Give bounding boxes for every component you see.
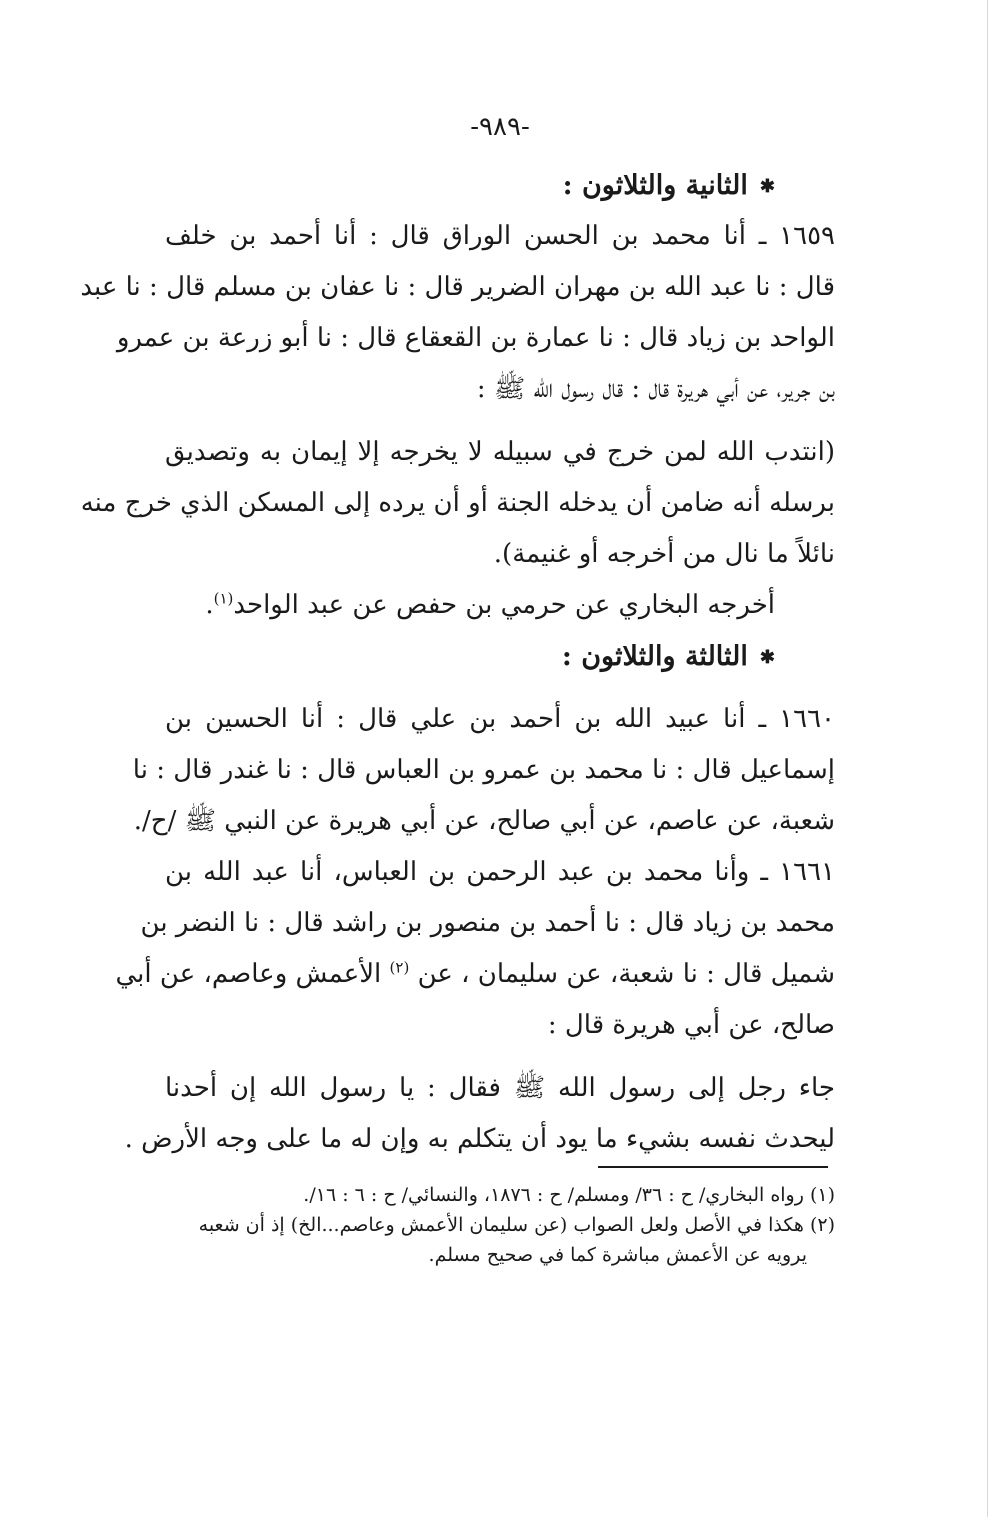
section-heading-33 <box>165 631 835 682</box>
footnote-2-line-2: يرويه عن الأعمش مباشرة كما في صحيح مسلم. <box>428 1244 807 1266</box>
matn-1661-line-2: ليحدث نفسه بشيء ما يود أن يتكلم به وإن له ما على وجه الأرض . <box>124 1124 835 1154</box>
scan-edge-line <box>987 0 988 1517</box>
footnote-ref-2: (٢) <box>389 958 410 977</box>
isnad-1659-line-3: الواحد بن زياد قال : نا عمارة بن القعقاع قال : نا أبو زرعة بن عمرو <box>116 323 835 353</box>
matn-1661-line-1: جاء رجل إلى رسول الله ﷺ فقال : يا رسول الله إن أحدنا <box>165 1073 835 1103</box>
asterisk-icon: ✱ <box>759 647 775 668</box>
isnad-1661-line-3-a: شميل قال : نا شعبة، عن سليمان ، عن <box>417 959 835 989</box>
section-heading-32-text: الثانية والثلاثون : <box>562 170 748 201</box>
isnad-1660-line-2: إسماعيل قال : نا محمد بن عمرو بن العباس قال : نا غندر قال : نا <box>132 755 835 785</box>
isnad-1661-line-3 <box>115 949 835 1000</box>
isnad-1660-line-1: ١٦٦٠ ـ أنا عبيد الله بن أحمد بن علي قال : أنا الحسين بن <box>165 704 835 734</box>
footnote-2-line-1: (٢) هكذا في الأصل ولعل الصواب (عن سليمان الأعمش وعاصم...الخ) إذ أن شعبه <box>198 1214 835 1236</box>
asterisk-icon: ✱ <box>759 176 775 197</box>
main-text <box>80 160 835 1165</box>
isnad-1661-line-1: ١٦٦١ ـ وأنا محمد بن عبد الرحمن بن العباس، أنا عبد الله بن <box>165 857 835 887</box>
section-heading-33-text: الثالثة والثلاثون : <box>561 641 748 672</box>
isnad-1660-line-3: شعبة، عن عاصم، عن أبي صالح، عن أبي هريرة عن النبي ﷺ /ح/. <box>133 806 835 836</box>
isnad-1661-line-2: محمد بن زياد قال : نا أحمد بن منصور بن راشد قال : نا النضر بن <box>140 908 835 938</box>
isnad-1659-line-2: قال : نا عبد الله بن مهران الضرير قال : نا عفان بن مسلم قال : نا عبد <box>80 272 835 302</box>
takhrij-end: . <box>205 590 214 620</box>
footnotes <box>165 1180 835 1270</box>
page-number: -٩٨٩- <box>470 112 530 142</box>
isnad-1659-line-1: ١٦٥٩ ـ أنا محمد بن الحسن الوراق قال : أنا أحمد بن خلف <box>165 221 835 251</box>
footnote-separator <box>598 1166 828 1168</box>
footnote-ref-1: (١) <box>213 589 234 608</box>
takhrij-text: أخرجه البخاري عن حرمي بن حفص عن عبد الواحد <box>233 590 775 620</box>
footnote-1: (١) رواه البخاري/ ح : ٣٦/ ومسلم/ ح : ١٨٧٦، والنسائي/ ح : ٦ : ١٦/. <box>303 1184 835 1206</box>
hadith-1659-line-1: (انتدب الله لمن خرج في سبيله لا يخرجه إلا إيمان به وتصديق <box>165 437 835 467</box>
isnad-1661-line-4: صالح، عن أبي هريرة قال : <box>547 1010 835 1040</box>
section-heading-32 <box>165 160 835 211</box>
isnad-1661-line-3-b: الأعمش وعاصم، عن أبي <box>115 959 382 989</box>
hadith-1659-line-2: برسله أنه ضامن أن يدخله الجنة أو أن يرده إلى المسكن الذي خرج منه <box>80 488 835 518</box>
takhrij-1659 <box>165 580 835 631</box>
isnad-1659-line-4: بن جرير، عن أبي هريرة قال : قال رسول الله ﷺ : <box>476 374 835 404</box>
hadith-1659-line-3: نائلاً ما نال من أخرجه أو غنيمة). <box>493 539 835 569</box>
